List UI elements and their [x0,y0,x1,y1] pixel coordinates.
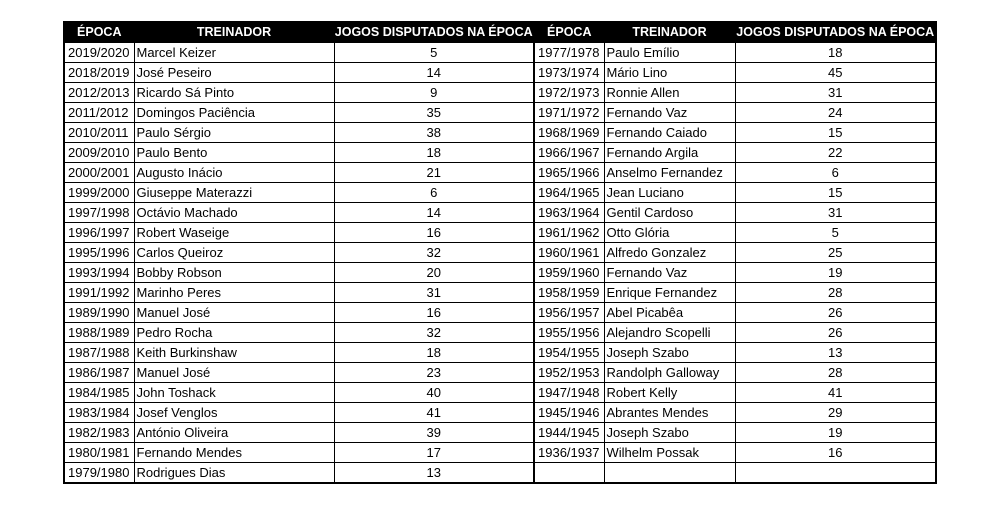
left-treinador-cell: Octávio Machado [134,203,334,223]
left-epoca-cell: 1993/1994 [64,263,134,283]
left-epoca-cell: 1986/1987 [64,363,134,383]
left-jogos-cell: 9 [334,83,534,103]
left-epoca-cell: 1979/1980 [64,463,134,484]
right-epoca-cell: 1971/1972 [534,103,604,123]
left-jogos-cell: 41 [334,403,534,423]
right-jogos-cell: 28 [735,283,936,303]
right-treinador-cell: Fernando Caiado [604,123,735,143]
right-jogos-cell: 24 [735,103,936,123]
left-jogos-cell: 18 [334,343,534,363]
left-epoca-cell: 2010/2011 [64,123,134,143]
right-epoca-cell: 1955/1956 [534,323,604,343]
left-epoca-cell: 1995/1996 [64,243,134,263]
left-treinador-cell: John Toshack [134,383,334,403]
left-treinador-cell: Bobby Robson [134,263,334,283]
right-treinador-cell: Ronnie Allen [604,83,735,103]
left-epoca-cell: 2018/2019 [64,63,134,83]
left-treinador-cell: José Peseiro [134,63,334,83]
right-jogos-cell: 16 [735,443,936,463]
right-epoca-cell: 1963/1964 [534,203,604,223]
right-jogos-cell: 15 [735,123,936,143]
coaches-table-container [63,21,937,484]
table-row [64,83,936,103]
right-jogos-cell: 13 [735,343,936,363]
table-row [64,163,936,183]
right-treinador-cell: Joseph Szabo [604,343,735,363]
right-treinador-cell: Alfredo Gonzalez [604,243,735,263]
right-epoca-cell: 1968/1969 [534,123,604,143]
left-epoca-cell: 1999/2000 [64,183,134,203]
right-epoca-cell [534,463,604,484]
left-treinador-cell: António Oliveira [134,423,334,443]
right-epoca-cell: 1944/1945 [534,423,604,443]
right-jogos-cell: 6 [735,163,936,183]
header-row [64,22,936,43]
right-treinador-cell: Abel Picabêa [604,303,735,323]
left-jogos-cell: 35 [334,103,534,123]
left-jogos-cell: 31 [334,283,534,303]
left-treinador-cell: Marinho Peres [134,283,334,303]
right-epoca-cell: 1947/1948 [534,383,604,403]
left-epoca-cell: 2000/2001 [64,163,134,183]
left-treinador-cell: Josef Venglos [134,403,334,423]
right-treinador-cell: Fernando Argila [604,143,735,163]
table-row [64,403,936,423]
left-treinador-cell: Fernando Mendes [134,443,334,463]
left-jogos-cell: 13 [334,463,534,484]
right-epoca-cell: 1964/1965 [534,183,604,203]
table-row [64,263,936,283]
header-treinador-right: TREINADOR [604,22,735,43]
right-epoca-cell: 1956/1957 [534,303,604,323]
table-row [64,383,936,403]
left-epoca-cell: 1996/1997 [64,223,134,243]
right-treinador-cell: Fernando Vaz [604,103,735,123]
right-treinador-cell: Fernando Vaz [604,263,735,283]
right-jogos-cell: 19 [735,423,936,443]
left-treinador-cell: Rodrigues Dias [134,463,334,484]
right-jogos-cell: 31 [735,83,936,103]
left-treinador-cell: Paulo Sérgio [134,123,334,143]
header-jogos-left: JOGOS DISPUTADOS NA ÉPOCA [334,22,534,43]
right-treinador-cell: Abrantes Mendes [604,403,735,423]
right-treinador-cell: Otto Glória [604,223,735,243]
table-row [64,243,936,263]
left-treinador-cell: Giuseppe Materazzi [134,183,334,203]
right-epoca-cell: 1977/1978 [534,43,604,63]
right-epoca-cell: 1936/1937 [534,443,604,463]
table-row [64,43,936,63]
right-treinador-cell: Jean Luciano [604,183,735,203]
left-jogos-cell: 38 [334,123,534,143]
left-jogos-cell: 21 [334,163,534,183]
left-treinador-cell: Manuel José [134,363,334,383]
table-row [64,363,936,383]
table-row [64,323,936,343]
right-jogos-cell: 29 [735,403,936,423]
table-row [64,103,936,123]
right-jogos-cell: 5 [735,223,936,243]
coaches-table [63,21,937,484]
left-jogos-cell: 18 [334,143,534,163]
left-epoca-cell: 1987/1988 [64,343,134,363]
left-jogos-cell: 39 [334,423,534,443]
right-treinador-cell: Wilhelm Possak [604,443,735,463]
right-epoca-cell: 1945/1946 [534,403,604,423]
left-jogos-cell: 32 [334,323,534,343]
right-treinador-cell: Robert Kelly [604,383,735,403]
right-jogos-cell [735,463,936,484]
left-treinador-cell: Paulo Bento [134,143,334,163]
right-jogos-cell: 41 [735,383,936,403]
left-epoca-cell: 1980/1981 [64,443,134,463]
right-epoca-cell: 1960/1961 [534,243,604,263]
table-row [64,203,936,223]
table-row [64,343,936,363]
left-treinador-cell: Manuel José [134,303,334,323]
left-epoca-cell: 2009/2010 [64,143,134,163]
right-jogos-cell: 26 [735,303,936,323]
right-treinador-cell: Mário Lino [604,63,735,83]
table-row [64,463,936,484]
right-treinador-cell [604,463,735,484]
left-treinador-cell: Pedro Rocha [134,323,334,343]
right-epoca-cell: 1973/1974 [534,63,604,83]
left-epoca-cell: 1983/1984 [64,403,134,423]
table-row [64,443,936,463]
right-treinador-cell: Randolph Galloway [604,363,735,383]
right-jogos-cell: 45 [735,63,936,83]
right-epoca-cell: 1961/1962 [534,223,604,243]
right-treinador-cell: Paulo Emílio [604,43,735,63]
left-treinador-cell: Ricardo Sá Pinto [134,83,334,103]
header-jogos-right: JOGOS DISPUTADOS NA ÉPOCA [735,22,936,43]
right-treinador-cell: Gentil Cardoso [604,203,735,223]
left-epoca-cell: 1997/1998 [64,203,134,223]
right-jogos-cell: 19 [735,263,936,283]
header-epoca-left: ÉPOCA [64,22,134,43]
right-treinador-cell: Alejandro Scopelli [604,323,735,343]
left-treinador-cell: Keith Burkinshaw [134,343,334,363]
left-jogos-cell: 16 [334,303,534,323]
left-jogos-cell: 16 [334,223,534,243]
right-epoca-cell: 1954/1955 [534,343,604,363]
left-jogos-cell: 14 [334,63,534,83]
left-epoca-cell: 1984/1985 [64,383,134,403]
left-treinador-cell: Domingos Paciência [134,103,334,123]
left-epoca-cell: 2012/2013 [64,83,134,103]
left-jogos-cell: 23 [334,363,534,383]
left-jogos-cell: 14 [334,203,534,223]
right-jogos-cell: 26 [735,323,936,343]
left-treinador-cell: Marcel Keizer [134,43,334,63]
left-jogos-cell: 17 [334,443,534,463]
right-jogos-cell: 25 [735,243,936,263]
table-row [64,283,936,303]
right-epoca-cell: 1966/1967 [534,143,604,163]
left-epoca-cell: 1982/1983 [64,423,134,443]
left-epoca-cell: 2011/2012 [64,103,134,123]
left-treinador-cell: Robert Waseige [134,223,334,243]
header-epoca-right: ÉPOCA [534,22,604,43]
right-treinador-cell: Joseph Szabo [604,423,735,443]
right-treinador-cell: Enrique Fernandez [604,283,735,303]
table-row [64,143,936,163]
table-row [64,183,936,203]
right-jogos-cell: 18 [735,43,936,63]
right-epoca-cell: 1972/1973 [534,83,604,103]
left-epoca-cell: 2019/2020 [64,43,134,63]
right-epoca-cell: 1952/1953 [534,363,604,383]
left-treinador-cell: Carlos Queiroz [134,243,334,263]
right-epoca-cell: 1959/1960 [534,263,604,283]
right-jogos-cell: 28 [735,363,936,383]
table-row [64,63,936,83]
right-epoca-cell: 1958/1959 [534,283,604,303]
right-epoca-cell: 1965/1966 [534,163,604,183]
table-row [64,423,936,443]
right-jogos-cell: 31 [735,203,936,223]
right-treinador-cell: Anselmo Fernandez [604,163,735,183]
left-epoca-cell: 1991/1992 [64,283,134,303]
left-epoca-cell: 1989/1990 [64,303,134,323]
left-jogos-cell: 40 [334,383,534,403]
right-jogos-cell: 15 [735,183,936,203]
left-jogos-cell: 5 [334,43,534,63]
left-jogos-cell: 6 [334,183,534,203]
table-row [64,223,936,243]
table-row [64,303,936,323]
table-body [64,43,936,484]
left-treinador-cell: Augusto Inácio [134,163,334,183]
left-jogos-cell: 32 [334,243,534,263]
table-row [64,123,936,143]
header-treinador-left: TREINADOR [134,22,334,43]
right-jogos-cell: 22 [735,143,936,163]
left-jogos-cell: 20 [334,263,534,283]
left-epoca-cell: 1988/1989 [64,323,134,343]
